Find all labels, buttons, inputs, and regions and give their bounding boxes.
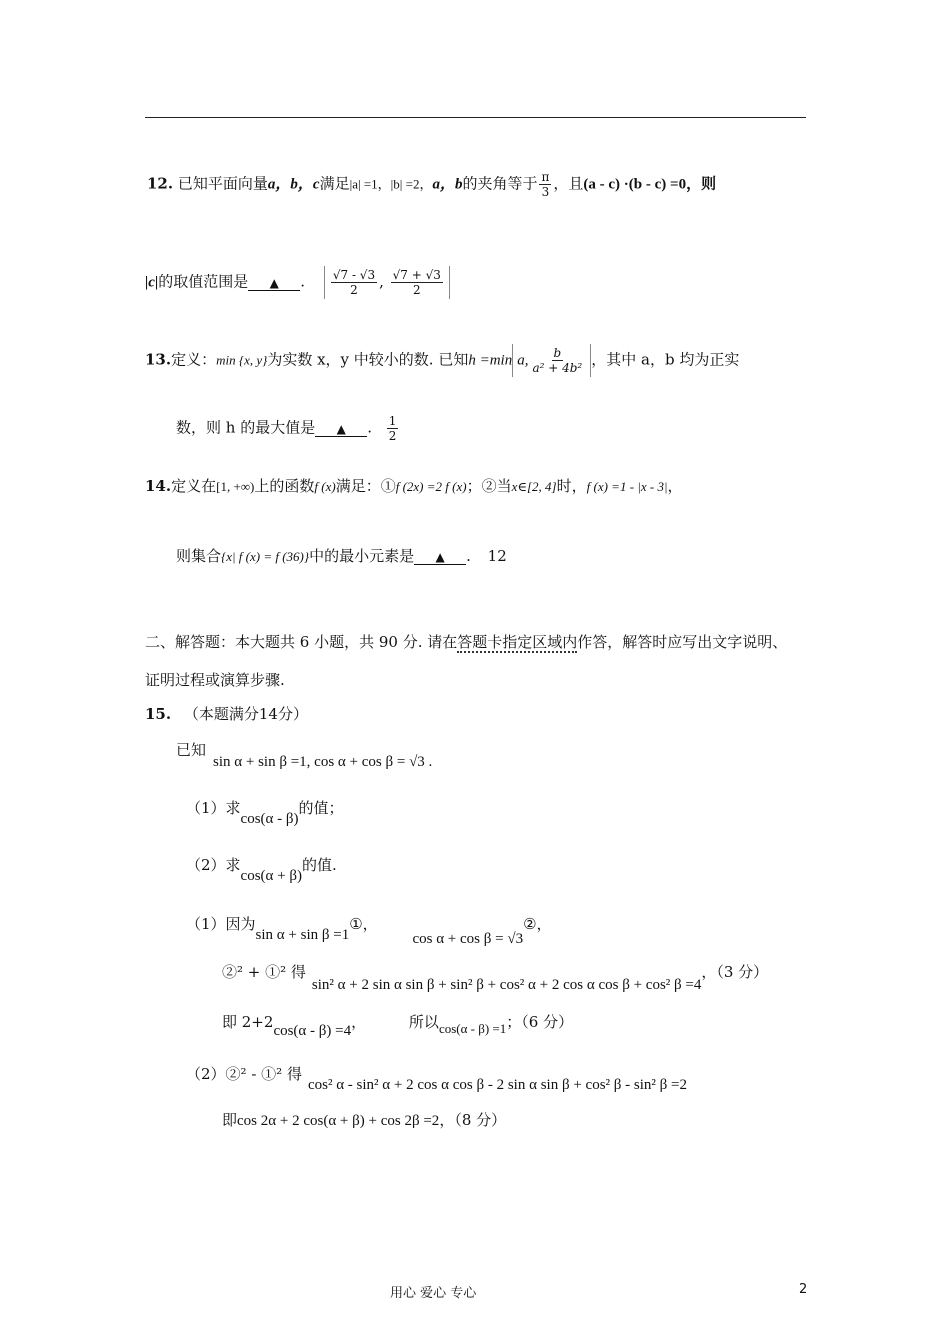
q15-sol1-line1: （1）因为sin α + sin β =1①， cos α + cos β = √3②， <box>186 915 552 947</box>
answer-blank: ▲ <box>315 422 367 437</box>
q12-line2: |c|的取值范围是 ▲ . $\frac{√7 - √3}{2}$ , $\frac{√7 + √3}{2}$ <box>145 266 450 299</box>
footer-slogan: 用心 爱心 专心 <box>390 1286 477 1301</box>
q13-line2: 数，则 h 的最大值是 ▲ . $\frac{1}{2}$ <box>176 414 397 443</box>
q15-given-eq: sin α + sin β =1, cos α + cos β = √3 . <box>213 754 433 770</box>
q12-angle-fraction: $\frac{\pi}{3}$ <box>541 170 550 199</box>
q15-sol1-line3: 即 2+2cos(α - β) =4， 所以cos(α - β) =1；（6 分） <box>222 1013 574 1039</box>
q12-line1: 12. 已知平面向量a，b，c满足|a| =1，|b| =2，a，b的夹角等于 $\frac{\pi}{3}$ ，且(a - c) ·(b - c) =0，则 <box>147 170 717 199</box>
q14-line1: 14.定义在[1, +∞)上的函数f (x)满足：①f (2x) =2 f (x)；②当x∈[2, 4]时，f (x) =1 - |x - 3|， <box>145 477 683 495</box>
header-rule <box>145 117 806 118</box>
q13-answer: $\frac{1}{2}$ <box>388 414 397 443</box>
q12-answer: $\frac{√7 - √3}{2}$ , $\frac{√7 + √3}{2}$ <box>324 266 450 299</box>
q15-header: 15. （本题满分14分） <box>145 705 308 723</box>
q15-sol2-line1: （2）②² - ①² 得cos² α - sin² α + 2 cos α cos β - 2 sin α sin β + cos² β - sin² β =2 <box>186 1065 688 1093</box>
section2-line2: 证明过程或演算步骤. <box>145 671 285 689</box>
answer-blank: ▲ <box>248 276 300 291</box>
answer-blank: ▲ <box>414 550 466 565</box>
q14-number: 14. <box>145 477 172 495</box>
q15-given-label: 已知 <box>176 741 207 759</box>
q15-sol2-line2: 即cos 2α + 2 cos(α + β) + cos 2β =2，（8 分） <box>222 1111 507 1129</box>
q13-number: 13. <box>145 350 172 369</box>
q15-number: 15. <box>145 705 172 723</box>
q13-line1: 13.定义：min {x, y}为实数 x，y 中较小的数. 已知h =min a, $\frac{b}{\text{a² + 4b²}}$ ，其中 a，b 均为正实 <box>145 346 740 375</box>
q15-ask1: （1）求cos(α - β)的值； <box>186 799 344 827</box>
q14-line2: 则集合{x| f (x) = f (36)}中的最小元素是 ▲ . 12 <box>176 547 507 565</box>
q14-answer: 12 <box>487 547 507 565</box>
q15-sol1-line2: ②² + ①² 得sin² α + 2 sin α sin β + sin² β + cos² α + 2 cos α cos β + cos² β =4，（3 分） <box>222 963 769 993</box>
page-number: 2 <box>799 1282 808 1297</box>
q15-ask2: （2）求cos(α + β)的值. <box>186 856 337 884</box>
q12-number: 12. <box>147 174 174 193</box>
section2-line1: 二、解答题：本大题共 6 小题，共 90 分. 请在答题卡指定区域内作答，解答时应写出文字说明、 <box>145 633 788 651</box>
